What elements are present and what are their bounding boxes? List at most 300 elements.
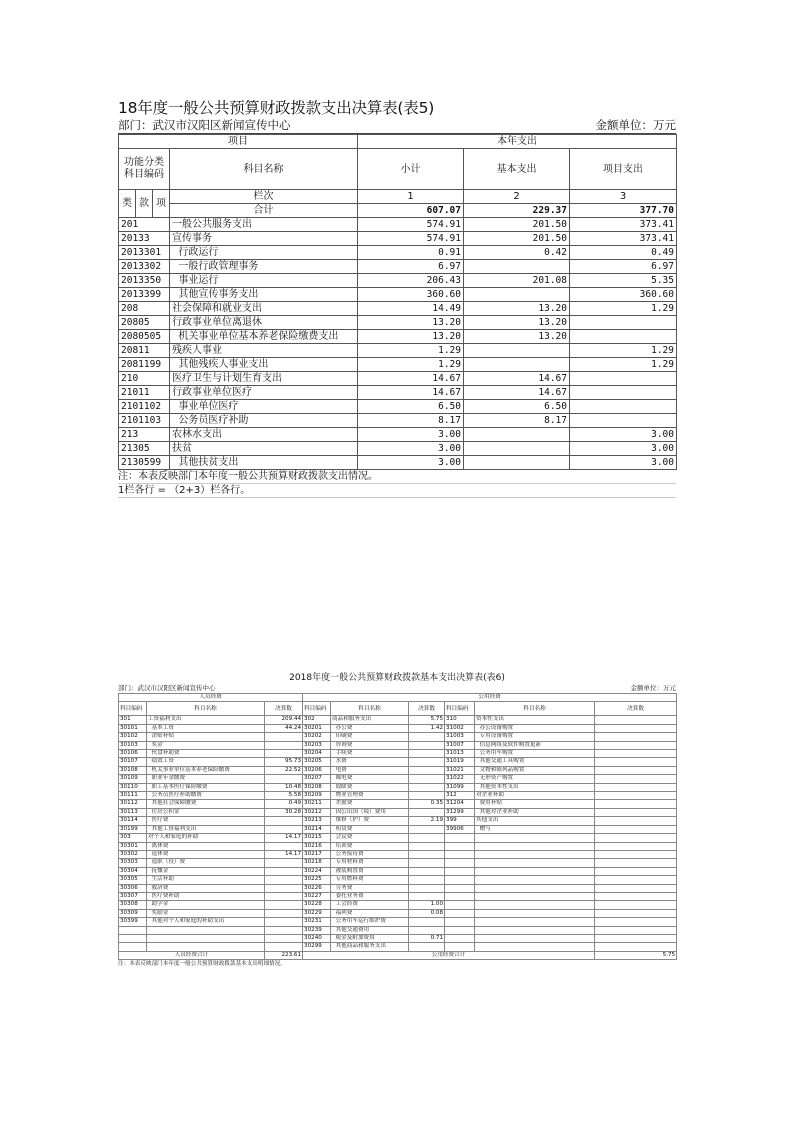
table-row: 20133 宣传事务 574.91 201.50 373.41	[119, 232, 677, 246]
h-name-1: 科目名称	[147, 702, 265, 716]
table-cell	[445, 850, 475, 858]
table-cell	[409, 892, 445, 900]
table-cell: 30201	[303, 724, 331, 732]
table-cell	[265, 892, 303, 900]
table-cell: 30211	[303, 800, 331, 808]
table-cell: 税金及附加费用	[331, 934, 409, 942]
table-cell: 30205	[303, 758, 331, 766]
table-cell: 14.17	[265, 834, 303, 842]
table-row	[119, 716, 677, 724]
table-row: 2130599 其他扶贫支出 3.00 3.00	[119, 456, 677, 470]
table-cell: 退职（役）费	[147, 859, 265, 867]
table-cell	[475, 859, 595, 867]
table-cell	[409, 918, 445, 926]
table-row: 20805 行政事业单位离退休 13.20 13.20	[119, 316, 677, 330]
table-row: 2013302 一般行政管理事务 6.97 6.97	[119, 260, 677, 274]
table-cell	[595, 867, 677, 875]
table-cell	[475, 892, 595, 900]
table-cell	[265, 817, 303, 825]
table-cell: 30114	[119, 817, 147, 825]
table-cell: 30209	[303, 792, 331, 800]
table-cell: 办公设备购置	[475, 724, 595, 732]
table-cell: 30307	[119, 892, 147, 900]
table-cell	[445, 892, 475, 900]
table-cell	[445, 934, 475, 942]
table-cell: 对个人和家庭的补助	[147, 834, 265, 842]
table-cell	[409, 884, 445, 892]
table-cell: 30113	[119, 808, 147, 816]
table-row	[119, 926, 677, 934]
table-cell: 其他工资福利支出	[147, 825, 265, 833]
table-cell	[147, 934, 265, 942]
table-cell: 30101	[119, 724, 147, 732]
table-row: 208 社会保障和就业支出 14.49 13.20 1.29	[119, 302, 677, 316]
table-cell: 抚恤金	[147, 867, 265, 875]
table-cell	[595, 741, 677, 749]
table-cell	[147, 943, 265, 951]
table-row	[119, 842, 677, 850]
table-cell	[409, 775, 445, 783]
table-cell: 30299	[303, 943, 331, 951]
table-cell	[265, 918, 303, 926]
table-cell: 专用材料费	[331, 859, 409, 867]
table-cell: 基本工资	[147, 724, 265, 732]
table-row	[119, 808, 677, 816]
table-cell: 公务用车购置	[475, 750, 595, 758]
table-cell: 租赁费	[331, 825, 409, 833]
table-cell: 31299	[445, 808, 475, 816]
table-cell	[595, 926, 677, 934]
table-cell: 30218	[303, 859, 331, 867]
table-row	[119, 792, 677, 800]
table-row: 2101103 公务员医疗补助 8.17 8.17	[119, 414, 677, 428]
table-cell	[265, 842, 303, 850]
table-row	[119, 943, 677, 951]
table-cell: 31204	[445, 800, 475, 808]
header-item: 项目	[119, 135, 358, 149]
table-cell: 209.44	[265, 716, 303, 724]
table-cell	[409, 750, 445, 758]
table-cell: 住房公积金	[147, 808, 265, 816]
table-row	[119, 766, 677, 774]
table-cell: 职工基本医疗保险缴费	[147, 783, 265, 791]
table-cell: 其他交通费用	[331, 926, 409, 934]
table-cell: 30308	[119, 901, 147, 909]
table-cell: 44.24	[265, 724, 303, 732]
table-cell	[475, 850, 595, 858]
header-subject-name: 科目名称	[170, 149, 358, 190]
table-cell	[409, 783, 445, 791]
table5-department: 部门：武汉市汉阳区新闻宣传中心	[118, 118, 291, 132]
table-cell	[595, 834, 677, 842]
table-cell: 其他商品和服务支出	[331, 943, 409, 951]
table-row	[119, 783, 677, 791]
table5-subheader	[118, 118, 676, 134]
table-cell	[595, 800, 677, 808]
header-kuan: 款	[136, 190, 153, 218]
table-cell: 退休费	[147, 850, 265, 858]
table-cell: 30303	[119, 859, 147, 867]
header-lei: 类	[119, 190, 136, 218]
table-row: 2013399 其他宣传事务支出 360.60 360.60	[119, 288, 677, 302]
table-cell: 39906	[445, 825, 475, 833]
table-cell: 30111	[119, 792, 147, 800]
header-basic: 基本支出	[464, 149, 570, 190]
table-cell: 0.08	[409, 909, 445, 917]
table-cell: 公务接待费	[331, 850, 409, 858]
table-row	[119, 741, 677, 749]
table-cell	[265, 775, 303, 783]
table-cell	[595, 716, 677, 724]
table6-subheader	[118, 684, 676, 693]
table5-note-2: 1栏各行 = （2+3）栏各行。	[118, 484, 676, 498]
table-cell	[445, 909, 475, 917]
table-cell: 399	[445, 817, 475, 825]
table-cell	[595, 775, 677, 783]
table-cell: 公务员医疗补助缴费	[147, 792, 265, 800]
table-cell: 其他对个人和家庭的补助支出	[147, 918, 265, 926]
table6-department: 部门：武汉市汉阳区新闻宣传中心	[118, 684, 216, 692]
table-cell	[409, 867, 445, 875]
table-cell: 维修（护）费	[331, 817, 409, 825]
table-cell: 30216	[303, 842, 331, 850]
table-cell	[409, 842, 445, 850]
table-cell	[475, 926, 595, 934]
table-cell	[595, 909, 677, 917]
table6-rows	[119, 716, 677, 951]
table-cell	[409, 859, 445, 867]
table-cell: 31021	[445, 766, 475, 774]
table-cell	[475, 884, 595, 892]
table-cell: 5.75	[409, 716, 445, 724]
table-cell	[265, 825, 303, 833]
table5-unit: 金额单位：万元	[595, 118, 676, 132]
table-cell	[119, 934, 147, 942]
table-row	[119, 918, 677, 926]
table-cell	[265, 733, 303, 741]
table-cell: 物业管理费	[331, 792, 409, 800]
table-cell: 30.28	[265, 808, 303, 816]
table-cell: 310	[445, 716, 475, 724]
table-cell	[445, 834, 475, 842]
table5-title: 18年度一般公共预算财政拨款支出决算表(表5)	[118, 99, 435, 117]
table-cell: 30301	[119, 842, 147, 850]
h-name-2: 科目名称	[331, 702, 409, 716]
total-project: 377.70	[570, 204, 677, 218]
table6-note: 注：本表反映部门本年度一般公共预算财政拨款基本支出明细情况。	[118, 961, 286, 968]
table-cell	[595, 783, 677, 791]
table-cell: 费用补贴	[475, 800, 595, 808]
table-cell: 其他社会保障缴费	[147, 800, 265, 808]
h-code-3: 科目编码	[445, 702, 475, 716]
h-amount-1: 决算数	[265, 702, 303, 716]
table-cell	[265, 943, 303, 951]
table-cell	[475, 842, 595, 850]
table-cell: 312	[445, 792, 475, 800]
table-cell	[409, 926, 445, 934]
table-cell: 30203	[303, 741, 331, 749]
table-cell	[475, 943, 595, 951]
table-row	[119, 800, 677, 808]
table-cell: 0.71	[409, 934, 445, 942]
table-cell: 会议费	[331, 834, 409, 842]
table-cell	[595, 808, 677, 816]
table-row: 2080505 机关事业单位基本养老保险缴费支出 13.20 13.20	[119, 330, 677, 344]
header-current-year: 本年支出	[358, 135, 677, 149]
total-personnel: 223.61	[265, 951, 303, 959]
table-cell: 31007	[445, 741, 475, 749]
table-row	[119, 901, 677, 909]
table-row	[119, 867, 677, 875]
table-cell: 无形资产购置	[475, 775, 595, 783]
table-row: 21011 行政事业单位医疗 14.67 14.67	[119, 386, 677, 400]
table-cell: 伙食补助费	[147, 750, 265, 758]
table-cell	[595, 733, 677, 741]
table-cell: 30214	[303, 825, 331, 833]
table-cell: 津贴补贴	[147, 733, 265, 741]
table-cell: 30112	[119, 800, 147, 808]
table6-section	[118, 672, 676, 969]
table-cell: 30207	[303, 775, 331, 783]
h-amount-2: 决算数	[409, 702, 445, 716]
h-name-3: 科目名称	[475, 702, 595, 716]
table-row	[119, 859, 677, 867]
table-cell	[445, 876, 475, 884]
table-row: 201 一般公共服务支出 574.91 201.50 373.41	[119, 218, 677, 232]
table-cell: 30304	[119, 867, 147, 875]
table-cell: 专用设备购置	[475, 733, 595, 741]
table-cell	[595, 825, 677, 833]
table-cell: 1.00	[409, 901, 445, 909]
table-cell	[445, 918, 475, 926]
table-cell: 10.48	[265, 783, 303, 791]
table-cell	[409, 741, 445, 749]
table-cell: 30208	[303, 783, 331, 791]
table-cell	[445, 943, 475, 951]
table-cell: 31003	[445, 733, 475, 741]
table-cell	[595, 918, 677, 926]
table5-grid	[118, 134, 677, 470]
table-cell: 电费	[331, 766, 409, 774]
table-cell: 奖励金	[147, 909, 265, 917]
table-row	[119, 825, 677, 833]
table-cell: 0.35	[409, 800, 445, 808]
table-cell	[265, 909, 303, 917]
table-cell: 30224	[303, 867, 331, 875]
table-cell: 30226	[303, 884, 331, 892]
table-cell	[409, 766, 445, 774]
table-cell	[265, 867, 303, 875]
table-cell: 其他支出	[475, 817, 595, 825]
table-cell	[445, 926, 475, 934]
table-cell: 31002	[445, 724, 475, 732]
table-cell	[595, 750, 677, 758]
table-cell: 其他交通工具购置	[475, 758, 595, 766]
table-cell: 30240	[303, 934, 331, 942]
col-number-3: 3	[570, 190, 677, 204]
total-public: 5.75	[595, 951, 677, 959]
table-cell: 30199	[119, 825, 147, 833]
table-cell: 劳务费	[331, 884, 409, 892]
table-cell: 资本性支出	[475, 716, 595, 724]
table-cell: 303	[119, 834, 147, 842]
table-cell: 因公出国（境）费用	[331, 808, 409, 816]
header-xiang: 项	[153, 190, 170, 218]
table5-note-1: 注：本表反映部门本年度一般公共预算财政拨款支出情况。	[118, 470, 676, 484]
table-cell	[595, 850, 677, 858]
col-number-2: 2	[464, 190, 570, 204]
total-label: 合计	[170, 204, 358, 218]
table-cell: 31013	[445, 750, 475, 758]
table-cell: 31022	[445, 775, 475, 783]
table-cell: 公务用车运行维护费	[331, 918, 409, 926]
table-cell	[409, 850, 445, 858]
table-cell: 30399	[119, 918, 147, 926]
total-basic: 229.37	[464, 204, 570, 218]
table-cell	[265, 901, 303, 909]
table-cell	[409, 733, 445, 741]
h-code-2: 科目编码	[303, 702, 331, 716]
table-cell: 工资福利支出	[147, 716, 265, 724]
table-row	[119, 884, 677, 892]
table-cell: 0.49	[265, 800, 303, 808]
table6-unit: 金额单位：万元	[630, 684, 676, 692]
table-cell	[595, 766, 677, 774]
table-cell: 其他资本性支出	[475, 783, 595, 791]
table-cell: 31099	[445, 783, 475, 791]
table-cell	[475, 918, 595, 926]
table-cell: 30231	[303, 918, 331, 926]
table-cell: 印刷费	[331, 733, 409, 741]
table-cell: 救济费	[147, 884, 265, 892]
header-func-code: 功能分类科目编码	[119, 149, 170, 190]
table-cell	[595, 876, 677, 884]
table-cell: 离休费	[147, 842, 265, 850]
table-cell: 30206	[303, 766, 331, 774]
table-cell: 31019	[445, 758, 475, 766]
table-row	[119, 750, 677, 758]
table-cell: 30213	[303, 817, 331, 825]
h-code-1: 科目编码	[119, 702, 147, 716]
table-cell	[445, 884, 475, 892]
table-cell	[409, 758, 445, 766]
table-cell	[595, 892, 677, 900]
table-cell: 30110	[119, 783, 147, 791]
col-number-1: 1	[358, 190, 464, 204]
table-row	[119, 834, 677, 842]
table-cell	[595, 934, 677, 942]
table-cell: 生活补助	[147, 876, 265, 884]
table-cell: 对企业补助	[475, 792, 595, 800]
table-cell	[475, 834, 595, 842]
table-cell	[475, 934, 595, 942]
header-lanci: 栏次	[170, 190, 358, 204]
table-cell: 文物和陈列品购置	[475, 766, 595, 774]
table-cell: 302	[303, 716, 331, 724]
table-cell: 30229	[303, 909, 331, 917]
table-cell	[595, 842, 677, 850]
table-row	[119, 758, 677, 766]
table-cell: 邮电费	[331, 775, 409, 783]
table-cell	[265, 934, 303, 942]
table-cell	[475, 876, 595, 884]
table-row	[119, 850, 677, 858]
table-cell: 30106	[119, 750, 147, 758]
table-cell: 30204	[303, 750, 331, 758]
table-cell: 其他对企业补助	[475, 808, 595, 816]
table-row: 210 医疗卫生与计划生育支出 14.67 14.67	[119, 372, 677, 386]
table-cell: 医疗费	[147, 817, 265, 825]
table-row	[119, 724, 677, 732]
table-row: 2101102 事业单位医疗 6.50 6.50	[119, 400, 677, 414]
header-subtotal: 小计	[358, 149, 464, 190]
table-cell: 1.42	[409, 724, 445, 732]
table-cell: 30212	[303, 808, 331, 816]
table-cell: 职业年金缴费	[147, 775, 265, 783]
table-cell: 30306	[119, 884, 147, 892]
table-cell	[475, 901, 595, 909]
table-cell	[409, 943, 445, 951]
group-personnel: 人员经费	[119, 694, 303, 702]
table-cell	[595, 817, 677, 825]
table-cell: 30228	[303, 901, 331, 909]
table-cell: 30225	[303, 876, 331, 884]
table6-title: 2018年度一般公共预算财政拨款基本支出决算表(表6)	[289, 673, 505, 683]
table-cell	[445, 859, 475, 867]
table-cell: 助学金	[147, 901, 265, 909]
table-cell: 专用燃料费	[331, 876, 409, 884]
table-cell: 手续费	[331, 750, 409, 758]
table-cell	[265, 750, 303, 758]
table-cell	[595, 792, 677, 800]
table-cell: 信息网络及软件购置更新	[475, 741, 595, 749]
table-cell: 商品和服务支出	[331, 716, 409, 724]
group-public: 公用经费	[303, 694, 677, 702]
table-cell: 赠与	[475, 825, 595, 833]
table-cell	[595, 901, 677, 909]
table-cell: 水费	[331, 758, 409, 766]
table-cell: 30109	[119, 775, 147, 783]
table-row	[119, 775, 677, 783]
table-cell	[595, 943, 677, 951]
table-cell: 绩效工资	[147, 758, 265, 766]
table-cell	[475, 867, 595, 875]
table-cell: 30215	[303, 834, 331, 842]
table-cell: 5.58	[265, 792, 303, 800]
table-cell: 30302	[119, 850, 147, 858]
table-cell	[409, 825, 445, 833]
table-cell: 委托业务费	[331, 892, 409, 900]
table-cell	[265, 884, 303, 892]
table-cell: 机关事业单位基本养老保险缴费	[147, 766, 265, 774]
table-cell	[119, 943, 147, 951]
table-cell	[595, 724, 677, 732]
table-cell	[409, 834, 445, 842]
table-cell	[265, 859, 303, 867]
table-cell: 差旅费	[331, 800, 409, 808]
table-cell: 301	[119, 716, 147, 724]
table6-grid	[118, 693, 677, 960]
table-cell	[445, 867, 475, 875]
table-cell: 被装购置费	[331, 867, 409, 875]
table-cell: 30103	[119, 741, 147, 749]
table-cell	[445, 901, 475, 909]
total-subtotal: 607.07	[358, 204, 464, 218]
table-cell	[475, 909, 595, 917]
table-cell: 30217	[303, 850, 331, 858]
table-row: 213 农林水支出 3.00 3.00	[119, 428, 677, 442]
table-cell: 22.52	[265, 766, 303, 774]
